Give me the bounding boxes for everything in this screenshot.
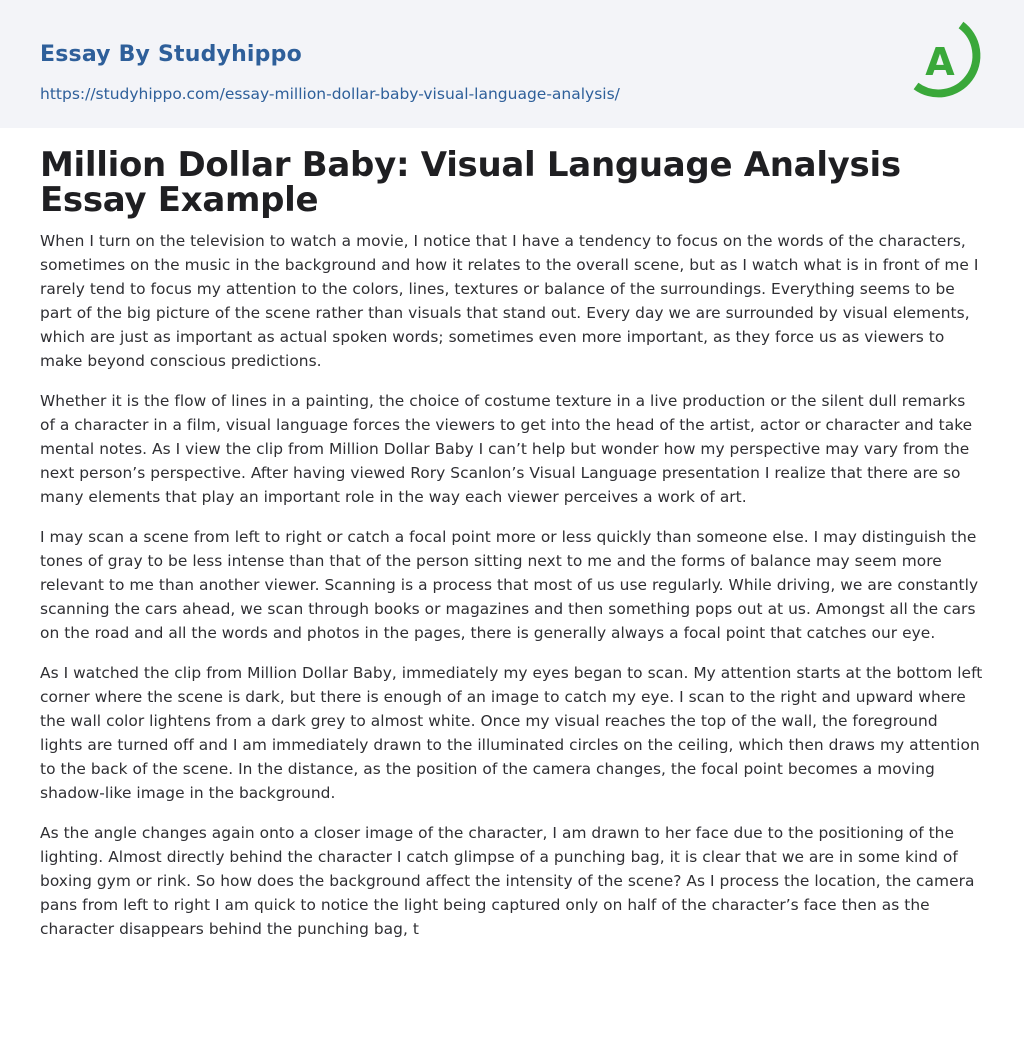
source-url-link[interactable]: https://studyhippo.com/essay-million-dollar-baby-visual-language-analysis/ <box>40 85 620 103</box>
site-header <box>0 0 1024 128</box>
article-paragraph: When I turn on the television to watch a movie, I notice that I have a tendency to focus on the words of the characters, sometimes on the music in the background and how it relates to the overall scene, but as I watch what is in front of me I rarely tend to focus my attention to the colors, lines, textures or balance of the surroundings. Everything seems to be part of the big picture of the scene rather than visuals that stand out. Every day we are surrounded by visual elements, which are just as important as actual spoken words; sometimes even more important, as they force us as viewers to make beyond conscious predictions. <box>40 232 979 370</box>
article-paragraph: As the angle changes again onto a closer image of the character, I am drawn to her face due to the positioning of the lighting. Almost directly behind the character I catch glimpse of a punching bag, it is clear that we are in some kind of boxing gym or rink. So how does the background affect the intensity of the scene? As I process the location, the camera pans from left to right I am quick to notice the light being captured only on half of the character’s face then as the character disappears behind the punching bag, t <box>40 824 975 938</box>
studyhippo-logo-icon[interactable] <box>906 17 988 107</box>
article-paragraph: I may scan a scene from left to right or catch a focal point more or less quickly than someone else. I may distinguish the tones of gray to be less intense than that of the person sitting next to me and the forms of balance may seem more relevant to me than another viewer. Scanning is a process that most of us use regularly. While driving, we are constantly scanning the cars ahead, we scan through books or magazines and then something pops out at us. Amongst all the cars on the road and all the words and photos in the pages, there is generally always a focal point that catches our eye. <box>40 528 979 642</box>
logo-letter: A <box>925 40 955 84</box>
article <box>40 145 984 957</box>
article-paragraph: Whether it is the flow of lines in a painting, the choice of costume texture in a live production or the silent dull remarks of a character in a film, visual language forces the viewers to get into the head of the artist, actor or character and take mental notes. As I view the clip from Million Dollar Baby I can’t help but wonder how my perspective may vary from the next person’s perspective. After having viewed Rory Scanlon’s Visual Language presentation I realize that there are so many elements that play an important role in the way each viewer perceives a work of art. <box>40 392 973 506</box>
site-brand[interactable]: Essay By Studyhippo <box>40 42 302 67</box>
article-paragraph: As I watched the clip from Million Dollar Baby, immediately my eyes began to scan. My attention starts at the bottom left corner where the scene is dark, but there is enough of an image to catch my eye. I scan to the right and upward where the wall color lightens from a dark grey to almost white. Once my visual reaches the top of the wall, the foreground lights are turned off and I am immediately drawn to the illuminated circles on the ceiling, which then draws my attention to the back of the scene. In the distance, as the position of the camera changes, the focal point becomes a moving shadow-like image in the background. <box>40 664 983 802</box>
article-title: Million Dollar Baby: Visual Language Analysis Essay Example <box>40 145 901 220</box>
article-body <box>40 229 984 941</box>
